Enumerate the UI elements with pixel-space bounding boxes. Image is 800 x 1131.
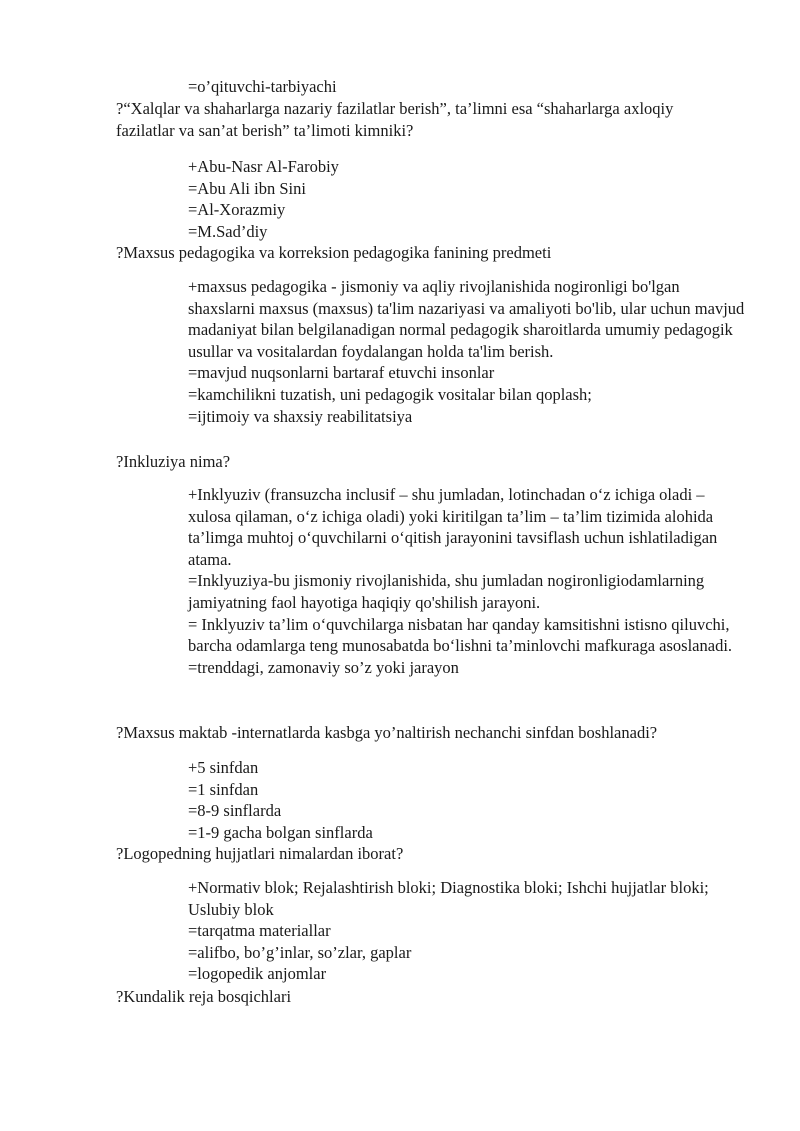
- question-text: ?Logopedning hujjatlari nimalardan iborat?: [116, 844, 404, 863]
- answer-option: =kamchilikni tuzatish, uni pedagogik vositalar bilan qoplash;: [188, 384, 592, 404]
- question-text: ?“Xalqlar va shaharlarga nazariy fazilatlar berish”, ta’limni esa “shaharlarga axloqiy fazilatlar va san’at berish” ta’limoti kimniki?: [116, 99, 674, 140]
- question-text: ?Inkluziya nima?: [116, 452, 231, 471]
- answer-list: [188, 276, 748, 427]
- answer-option: =trenddagi, zamonaviy so’z yoki jarayon: [188, 657, 459, 677]
- answer-option: =Abu Ali ibn Sini: [188, 178, 306, 198]
- answer-option: =logopedik anjomlar: [188, 964, 327, 984]
- question-text: ?Maxsus pedagogika va korreksion pedagogika fanining predmeti: [116, 243, 552, 262]
- question-text: ?Kundalik reja bosqichlari: [116, 987, 292, 1006]
- answer-option: =tarqatma materiallar: [188, 921, 331, 941]
- answer-option: +maxsus pedagogika - jismoniy va aqliy rivojlanishida nogironligi bo'lgan shaxslarni maxsus (maxsus) ta'lim nazariyasi va amaliyoti bo'lib, ular uchun mavjud madaniyat bilan belgilanadigan normal pedagogik sharoitlarda umumiy pedagogik usullar va vositalardan foydalangan holda ta'lim berish.: [188, 277, 745, 361]
- answer-option: =Al-Xorazmiy: [188, 200, 286, 220]
- answer-option: =1-9 gacha bolgan sinflarda: [188, 822, 373, 842]
- answer-list: [188, 757, 744, 843]
- answer-option: +Inklyuziv (fransuzcha inclusif – shu jumladan, lotinchadan o‘z ichiga oladi – xulosa qilaman, o‘z ichiga oladi) yoki kiritilgan ta’lim – ta’lim tizimida alohida ta’limga muhtoj o‘quvchilarni o‘qitish jarayonini tavsiflash uchun ishlatiladigan atama.: [188, 485, 718, 569]
- question-text: ?Maxsus maktab -internatlarda kasbga yo’naltirish nechanchi sinfdan boshlanadi?: [116, 723, 658, 742]
- answer-list: [188, 484, 738, 678]
- answer-list: [188, 877, 748, 985]
- answer-list: [188, 156, 744, 242]
- answer-option: = Inklyuziv ta’lim o‘quvchilarga nisbatan har qanday kamsitishni istisno qiluvchi, barcha odamlarga teng munosabatda bo‘lishni ta’minlovchi mafkuraga asoslanadi.: [188, 614, 733, 656]
- answer-option: =o’qituvchi-tarbiyachi: [188, 77, 337, 96]
- answer-option: +Normativ blok; Rejalashtirish bloki; Diagnostika bloki; Ishchi hujjatlar bloki; Uslubiy blok: [188, 878, 709, 919]
- answer-option: =mavjud nuqsonlarni bartaraf etuvchi insonlar: [188, 363, 495, 383]
- answer-option: =8-9 sinflarda: [188, 801, 282, 821]
- answer-option: =M.Sad’diy: [188, 221, 268, 241]
- answer-option: +5 sinfdan: [188, 758, 259, 777]
- answer-list: [188, 76, 744, 98]
- answer-option: =1 sinfdan: [188, 779, 259, 799]
- answer-option: +Abu-Nasr Al-Farobiy: [188, 157, 339, 176]
- answer-option: =Inklyuziya-bu jismoniy rivojlanishida, shu jumladan nogironligiodamlarning jamiyatning faol hayotiga haqiqiy qo'shilish jarayoni.: [188, 571, 705, 612]
- answer-option: =alifbo, bo’g’inlar, so’zlar, gaplar: [188, 942, 412, 962]
- answer-option: =ijtimoiy va shaxsiy reabilitatsiya: [188, 406, 413, 426]
